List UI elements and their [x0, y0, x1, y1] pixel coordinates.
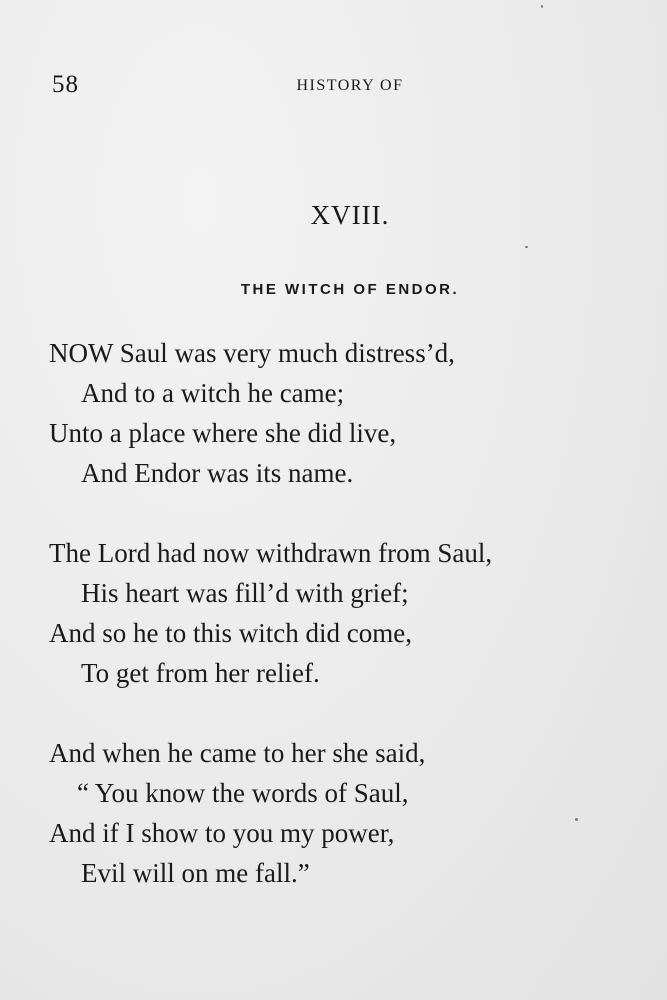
poem-line: And to a witch he came; [81, 378, 345, 408]
paper-speck [525, 246, 528, 248]
page-number: 58 [52, 71, 79, 98]
stanza [0, 733, 667, 893]
running-head: HISTORY OF [296, 77, 404, 94]
poem-line: And Endor was its name. [81, 458, 354, 488]
poem-line: To get from her relief. [81, 658, 320, 688]
paper-speck [541, 5, 543, 8]
stanza [0, 333, 667, 493]
poem-line: NOW Saul was very much distress’d, [49, 338, 455, 368]
poem-line: Unto a place where she did live, [49, 418, 397, 448]
poem-line: And so he to this witch did come, [49, 618, 412, 648]
poem-line: And when he came to her she said, [49, 738, 426, 768]
poem-line: The Lord had now withdrawn from Saul, [49, 538, 493, 568]
poem-line: His heart was fill’d with grief; [81, 578, 409, 608]
poem-line: “ You know the words of Saul, [77, 778, 409, 808]
chapter-number: XVIII. [310, 200, 390, 230]
paper-speck [575, 818, 578, 821]
poem-line: Evil will on me fall.” [81, 858, 310, 888]
poem-line: And if I show to you my power, [49, 818, 395, 848]
stanza [0, 533, 667, 693]
chapter-title: THE WITCH OF ENDOR. [240, 281, 460, 298]
poem [0, 333, 667, 933]
